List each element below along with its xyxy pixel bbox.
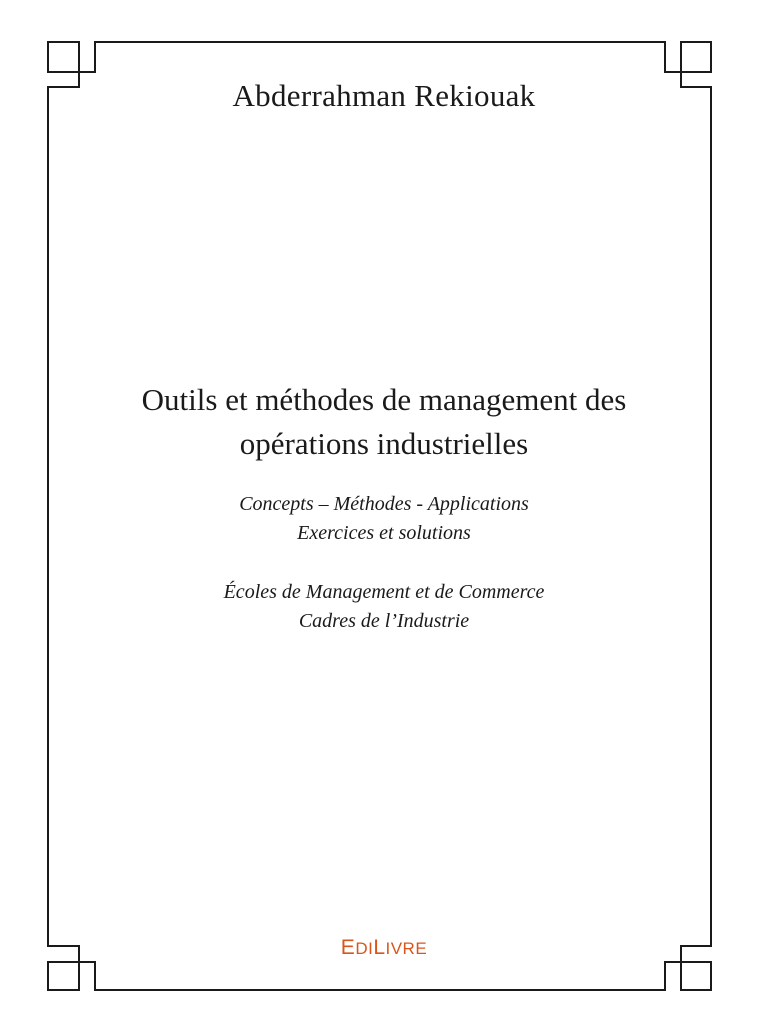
subtitle-line: Exercices et solutions [297,522,471,544]
target-audience [60,578,708,636]
book-title-line: opérations industrielles [239,426,529,461]
book-subtitle [60,490,708,548]
publisher-logo: EDILIVRE [340,936,428,959]
audience-line: Écoles de Management et de Commerce [223,581,545,603]
audience-line: Cadres de l’Industrie [298,610,470,632]
subtitle-line: Concepts – Méthodes - Applications [239,493,529,515]
book-title-line: Outils et méthodes de management des [141,382,627,417]
author-name: Abderrahman Rekiouak [232,78,536,113]
book-title [60,378,708,466]
